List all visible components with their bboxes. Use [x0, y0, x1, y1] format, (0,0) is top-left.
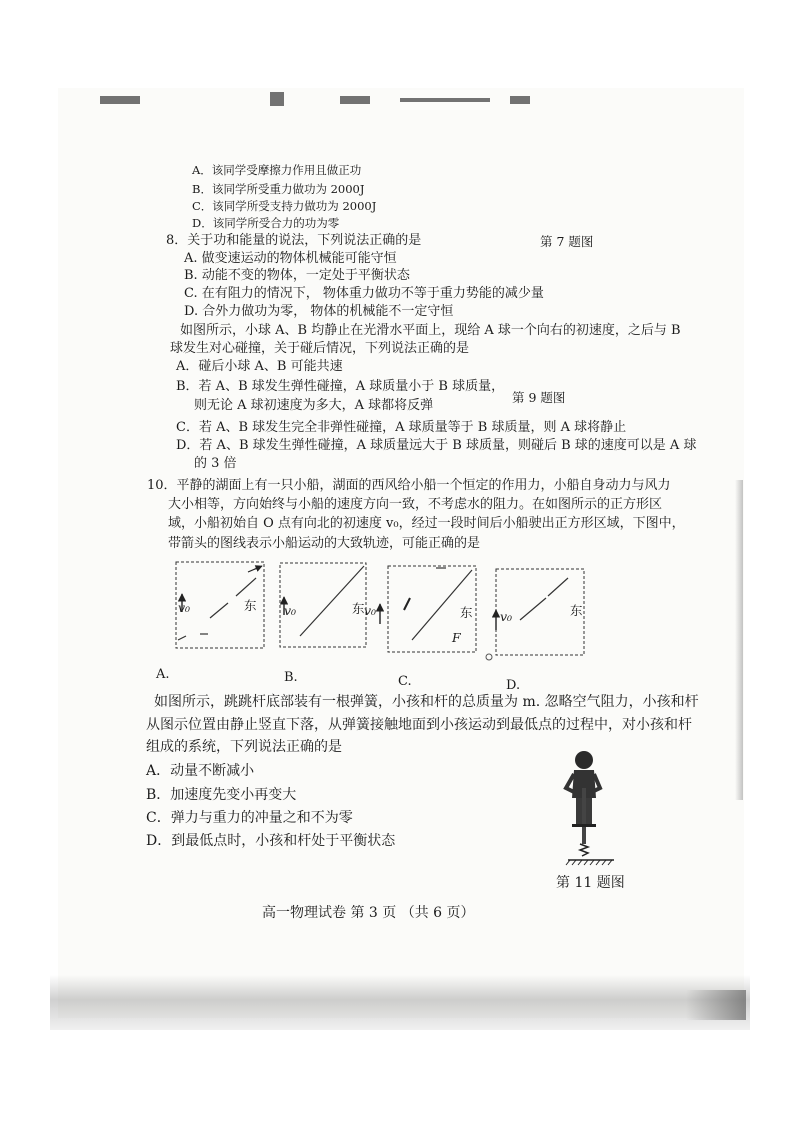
q10-c-east-label: 东: [460, 605, 473, 620]
q11-option-b: B．加速度先变小再变大: [146, 787, 297, 803]
q10-stem-line1: 10．平静的湖面上有一只小船，湖面的西风给小船一个恒定的作用力，小船自身动力与风力: [147, 478, 671, 493]
page-footer: 高一物理试卷 第 3 页 （共 6 页）: [262, 905, 475, 921]
q10-option-c: C.: [398, 674, 412, 689]
q11-stem-line2: 从图示位置由静止竖直下落，从弹簧接触地面到小孩运动到最低点的过程中，对小孩和杆: [146, 717, 692, 733]
q8-option-b: B. 动能不变的物体，一定处于平衡状态: [184, 268, 410, 283]
q7-option-c: C．该同学所受支持力做功为 2000J: [192, 199, 377, 213]
q9-option-c: C．若 A、B 球发生完全非弹性碰撞，A 球质量等于 B 球质量，则 A 球将静止: [176, 420, 627, 435]
q9-figure-label: 第 9 题图: [512, 390, 566, 405]
q10-b-v0-label: v₀: [284, 603, 297, 618]
q9-option-a: A．碰后小球 A、B 可能共速: [176, 359, 343, 374]
q10-stem-line2: 大小相等，方向始终与小船的速度方向一致，不考虑水的阻力。在如图所示的正方形区: [168, 497, 663, 512]
q11-option-d: D．到最低点时，小孩和杆处于平衡状态: [146, 833, 396, 849]
q9-stem-line1: 如图所示，小球 A、B 均静止在光滑水平面上，现给 A 球一个向右的初速度，之后与 B: [180, 323, 681, 338]
q8-option-c: C. 在有阻力的情况下， 物体重力做功不等于重力势能的减少量: [184, 286, 544, 301]
q9-option-d-line2: 的 3 倍: [194, 456, 237, 471]
q8-stem: 8．关于功和能量的说法，下列说法正确的是: [166, 233, 422, 248]
q10-option-b: B.: [284, 670, 298, 685]
pogo-stick-figure: [552, 748, 632, 868]
q10-stem-line3: 域，小船初始自 O 点有向北的初速度 v₀，经过一段时间后小船驶出正方形区域，下图中，: [168, 516, 685, 531]
q10-a-east-label: 东: [244, 598, 257, 613]
q11-option-c: C．弹力与重力的冲量之和不为零: [146, 810, 353, 826]
q10-option-d: D.: [506, 678, 521, 693]
q9-option-b-line2: 则无论 A 球初速度为多大，A 球都将反弹: [194, 398, 434, 413]
q8-option-a: A. 做变速运动的物体机械能可能守恒: [184, 251, 397, 266]
q10-d-v0-label: v₀: [500, 609, 513, 624]
q10-c-v0-label: v₀: [364, 603, 377, 618]
q8-option-d: D. 合外力做功为零， 物体的机械能不一定守恒: [184, 304, 454, 319]
q7-option-b: B．该同学所受重力做功为 2000J: [192, 182, 365, 196]
q11-stem-line3: 组成的系统，下列说法正确的是: [146, 739, 342, 755]
q10-figure-c: [380, 566, 492, 660]
q10-c-force-label: F: [452, 630, 461, 645]
q11-figure-label: 第 11 题图: [556, 875, 625, 891]
q10-b-east-label: 东: [352, 601, 365, 616]
q9-stem-line2: 球发生对心碰撞，关于碰后情况，下列说法正确的是: [170, 341, 470, 356]
q7-option-d: D．该同学所受合力的功为零: [192, 216, 340, 230]
q11-option-a: A．动量不断减小: [146, 763, 255, 779]
q10-d-east-label: 东: [570, 603, 583, 618]
q10-option-a: A.: [156, 667, 170, 682]
q9-option-d-line1: D．若 A、B 球发生弹性碰撞，A 球质量远大于 B 球质量，则碰后 B 球的速度可以是 A 球: [176, 438, 697, 453]
q10-a-v0-label: v₀: [178, 600, 191, 615]
q7-option-a: A．该同学受摩擦力作用且做正功: [192, 163, 362, 177]
q11-stem-line1: 如图所示，跳跳杆底部装有一根弹簧，小孩和杆的总质量为 m. 忽略空气阻力，小孩和杆: [154, 694, 699, 710]
q9-option-b-line1: B．若 A、B 球发生弹性碰撞，A 球质量小于 B 球质量，: [176, 379, 505, 394]
q10-stem-line4: 带箭头的图线表示小船运动的大致轨迹，可能正确的是: [168, 536, 481, 551]
q7-figure-label: 第 7 题图: [540, 234, 594, 249]
